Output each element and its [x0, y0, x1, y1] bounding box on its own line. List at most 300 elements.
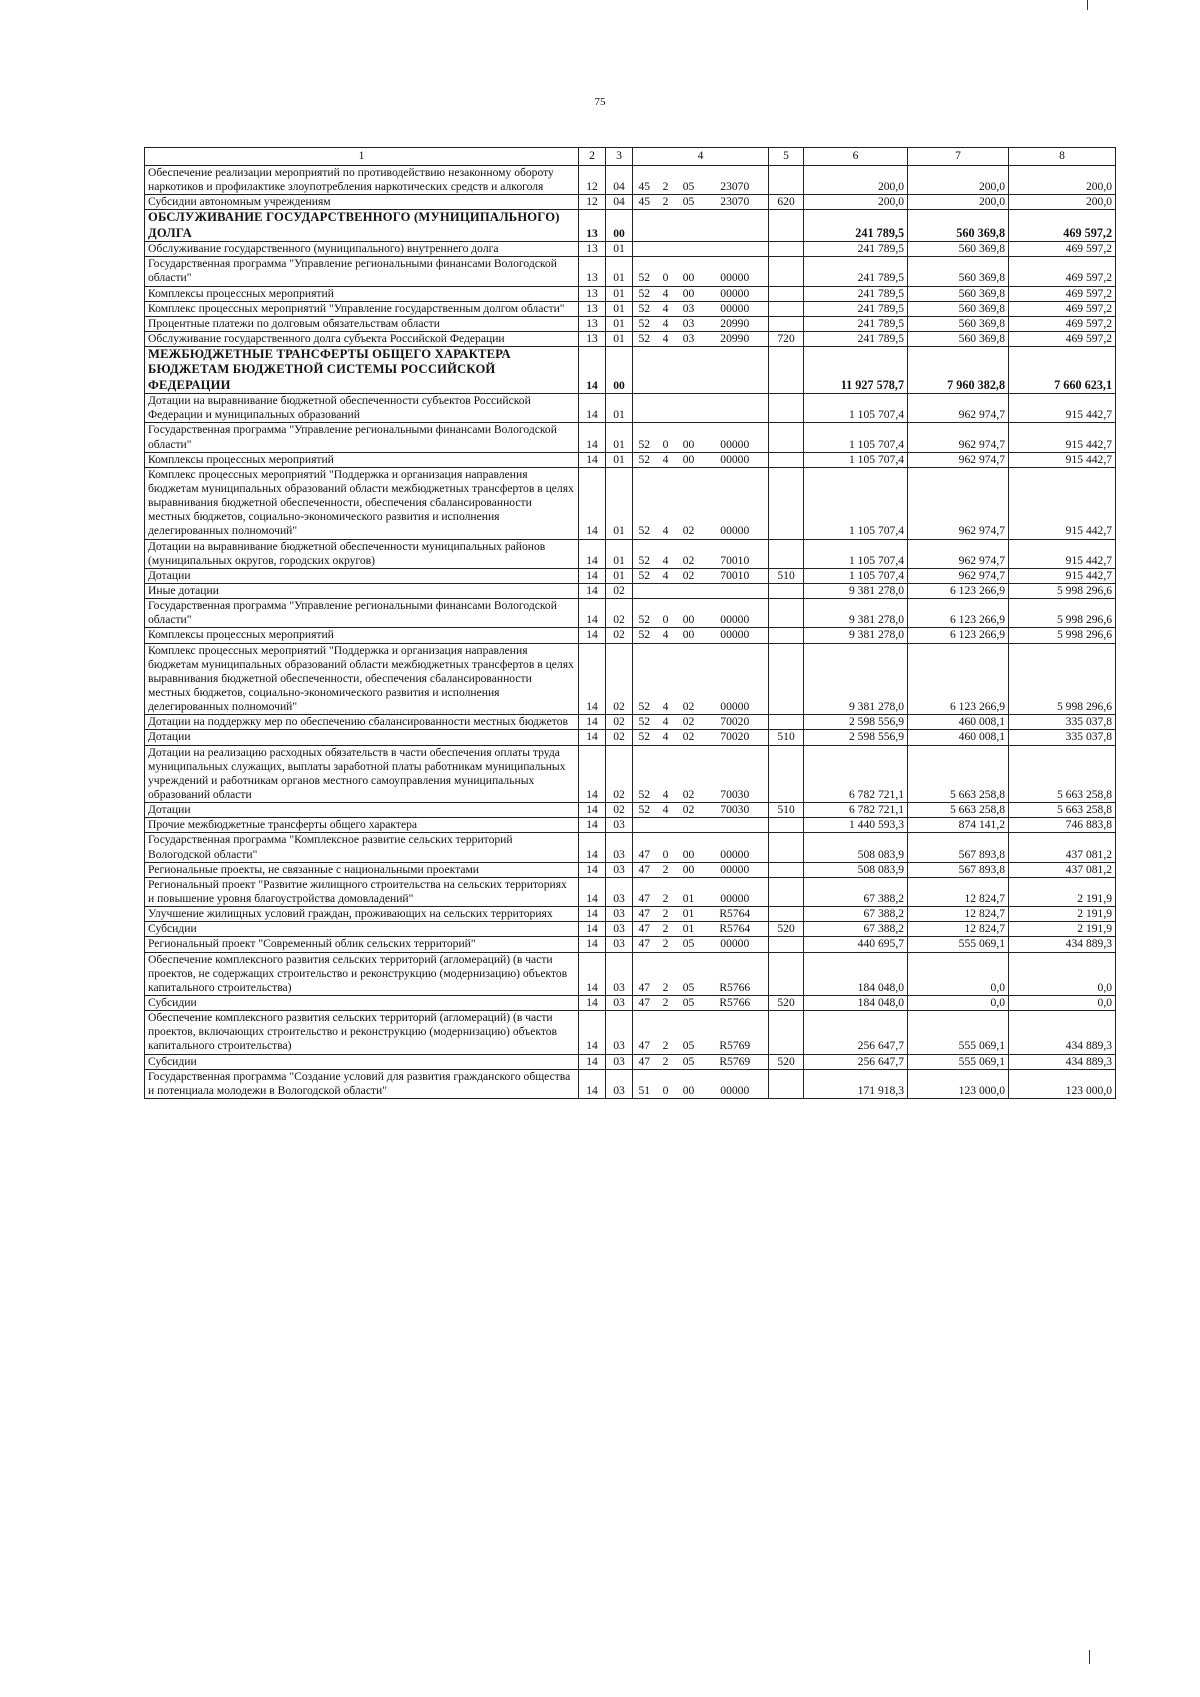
- table-header-row: [145, 148, 1116, 166]
- row-value-col-7: 6 123 266,9: [908, 628, 1009, 643]
- row-value-col-8: 915 442,7: [1009, 423, 1116, 452]
- row-value-col-8: 5 998 296,6: [1009, 628, 1116, 643]
- row-value-col-7: 0,0: [908, 995, 1009, 1010]
- row-program-code: [633, 584, 656, 599]
- row-section-code: 14: [579, 952, 606, 995]
- row-value-col-8: 469 597,2: [1009, 316, 1116, 331]
- row-direction-code: [702, 210, 769, 242]
- header-col-3: 3: [606, 148, 633, 166]
- row-event-code: 03: [676, 331, 702, 346]
- row-subprogram-code: 4: [656, 628, 676, 643]
- row-value-col-7: 6 123 266,9: [908, 643, 1009, 715]
- row-subprogram-code: 2: [656, 937, 676, 952]
- row-program-code: 52: [633, 803, 656, 818]
- row-subprogram-code: 4: [656, 286, 676, 301]
- row-value-col-6: 241 789,5: [804, 210, 908, 242]
- row-program-code: 52: [633, 286, 656, 301]
- row-direction-code: 00000: [702, 599, 769, 628]
- row-direction-code: 70020: [702, 715, 769, 730]
- row-expense-type-code: [769, 316, 804, 331]
- row-subsection-code: 04: [606, 195, 633, 210]
- row-subprogram-code: 2: [656, 877, 676, 906]
- row-program-code: 52: [633, 715, 656, 730]
- table-row: [145, 257, 1116, 286]
- row-event-code: [676, 584, 702, 599]
- row-expense-type-code: [769, 937, 804, 952]
- row-value-col-7: 962 974,7: [908, 452, 1009, 467]
- row-section-code: 12: [579, 166, 606, 195]
- row-value-col-7: 200,0: [908, 195, 1009, 210]
- row-expense-type-code: [769, 394, 804, 423]
- row-value-col-6: 1 105 707,4: [804, 568, 908, 583]
- row-subsection-code: 02: [606, 643, 633, 715]
- row-subprogram-code: 2: [656, 166, 676, 195]
- row-program-code: 52: [633, 257, 656, 286]
- row-program-code: 45: [633, 195, 656, 210]
- row-section-code: 13: [579, 257, 606, 286]
- row-section-code: 14: [579, 643, 606, 715]
- row-section-code: 12: [579, 195, 606, 210]
- row-event-code: 02: [676, 568, 702, 583]
- row-expense-type-code: [769, 347, 804, 394]
- row-expense-type-code: [769, 301, 804, 316]
- row-direction-code: 00000: [702, 467, 769, 539]
- row-value-col-8: 437 081,2: [1009, 862, 1116, 877]
- row-value-col-7: 12 824,7: [908, 907, 1009, 922]
- row-expense-type-code: [769, 1069, 804, 1098]
- row-event-code: 00: [676, 286, 702, 301]
- table-row: [145, 952, 1116, 995]
- row-subsection-code: 03: [606, 1054, 633, 1069]
- row-subprogram-code: 4: [656, 467, 676, 539]
- row-subsection-code: 03: [606, 833, 633, 862]
- table-row: [145, 643, 1116, 715]
- row-value-col-6: 184 048,0: [804, 952, 908, 995]
- row-value-col-8: 437 081,2: [1009, 833, 1116, 862]
- table-row: [145, 584, 1116, 599]
- row-value-col-8: 2 191,9: [1009, 877, 1116, 906]
- row-expense-type-code: 510: [769, 730, 804, 745]
- row-section-code: 13: [579, 316, 606, 331]
- row-event-code: 00: [676, 452, 702, 467]
- row-subsection-code: 03: [606, 952, 633, 995]
- row-expense-type-code: [769, 1011, 804, 1054]
- row-value-col-8: 469 597,2: [1009, 242, 1116, 257]
- row-subprogram-code: 0: [656, 599, 676, 628]
- row-value-col-7: 560 369,8: [908, 210, 1009, 242]
- row-value-col-7: 567 893,8: [908, 833, 1009, 862]
- row-subsection-code: 03: [606, 995, 633, 1010]
- row-name-cell: Дотации на выравнивание бюджетной обеспеченности муниципальных районов (муниципальных округов, городских округов): [145, 539, 579, 568]
- table-row: [145, 937, 1116, 952]
- row-section-code: 14: [579, 584, 606, 599]
- row-event-code: [676, 242, 702, 257]
- row-value-col-6: 200,0: [804, 195, 908, 210]
- row-subsection-code: 04: [606, 166, 633, 195]
- row-direction-code: 00000: [702, 937, 769, 952]
- row-direction-code: 00000: [702, 257, 769, 286]
- row-value-col-8: 469 597,2: [1009, 257, 1116, 286]
- row-value-col-7: 555 069,1: [908, 1054, 1009, 1069]
- table-row: [145, 301, 1116, 316]
- row-subprogram-code: 0: [656, 833, 676, 862]
- row-value-col-7: 12 824,7: [908, 877, 1009, 906]
- row-section-code: 13: [579, 331, 606, 346]
- table-row: [145, 1054, 1116, 1069]
- row-section-code: 14: [579, 922, 606, 937]
- row-value-col-8: 469 597,2: [1009, 301, 1116, 316]
- table-row: [145, 1069, 1116, 1098]
- row-name-cell: Комплекс процессных мероприятий "Поддержка и организация направления бюджетам муниципальных образований области межбюджетных трансфертов в целях выравнивания бюджетной обеспеченности, обеспечения сбалансированности местных бюджетов, социально-экономического развития и исполнения делегированных полномочий": [145, 467, 579, 539]
- row-subprogram-code: 0: [656, 1069, 676, 1098]
- row-direction-code: 23070: [702, 195, 769, 210]
- row-subprogram-code: [656, 210, 676, 242]
- row-name-cell: Государственная программа "Комплексное развитие сельских территорий Вологодской области": [145, 833, 579, 862]
- table-row: [145, 423, 1116, 452]
- row-direction-code: 20990: [702, 316, 769, 331]
- row-value-col-6: 1 105 707,4: [804, 539, 908, 568]
- row-value-col-6: 1 105 707,4: [804, 452, 908, 467]
- row-event-code: [676, 818, 702, 833]
- row-expense-type-code: [769, 599, 804, 628]
- row-program-code: 51: [633, 1069, 656, 1098]
- row-event-code: 03: [676, 301, 702, 316]
- row-value-col-6: 200,0: [804, 166, 908, 195]
- row-section-code: 14: [579, 818, 606, 833]
- row-value-col-6: 508 083,9: [804, 862, 908, 877]
- row-name-cell: Комплекс процессных мероприятий "Поддержка и организация направления бюджетам муниципальных образований области межбюджетных трансфертов в целях выравнивания бюджетной обеспеченности, обеспечения сбалансированности местных бюджетов, социально-экономического развития и исполнения делегированных полномочий": [145, 643, 579, 715]
- row-value-col-7: 567 893,8: [908, 862, 1009, 877]
- row-value-col-8: 2 191,9: [1009, 922, 1116, 937]
- row-name-cell: Комплексы процессных мероприятий: [145, 452, 579, 467]
- row-expense-type-code: 510: [769, 568, 804, 583]
- row-section-code: 14: [579, 467, 606, 539]
- row-subprogram-code: 2: [656, 995, 676, 1010]
- row-name-cell: Улучшение жилищных условий граждан, проживающих на сельских территориях: [145, 907, 579, 922]
- row-value-col-7: 200,0: [908, 166, 1009, 195]
- row-event-code: 02: [676, 467, 702, 539]
- row-event-code: 00: [676, 1069, 702, 1098]
- row-direction-code: [702, 347, 769, 394]
- row-subsection-code: 01: [606, 331, 633, 346]
- row-value-col-8: 469 597,2: [1009, 210, 1116, 242]
- row-subsection-code: 02: [606, 599, 633, 628]
- row-event-code: 05: [676, 937, 702, 952]
- row-value-col-7: 874 141,2: [908, 818, 1009, 833]
- row-event-code: 00: [676, 833, 702, 862]
- row-value-col-6: 9 381 278,0: [804, 628, 908, 643]
- row-subprogram-code: 4: [656, 301, 676, 316]
- row-subprogram-code: 4: [656, 539, 676, 568]
- row-subprogram-code: 4: [656, 331, 676, 346]
- row-value-col-7: 962 974,7: [908, 467, 1009, 539]
- row-direction-code: 00000: [702, 423, 769, 452]
- row-direction-code: R5764: [702, 922, 769, 937]
- row-value-col-6: 256 647,7: [804, 1054, 908, 1069]
- row-expense-type-code: 520: [769, 922, 804, 937]
- table-row: [145, 210, 1116, 242]
- row-subsection-code: 03: [606, 877, 633, 906]
- row-name-cell: Комплекс процессных мероприятий "Управление государственным долгом области": [145, 301, 579, 316]
- row-value-col-6: 171 918,3: [804, 1069, 908, 1098]
- row-event-code: 00: [676, 599, 702, 628]
- row-subprogram-code: 2: [656, 1054, 676, 1069]
- row-direction-code: 20990: [702, 331, 769, 346]
- row-name-cell: Обеспечение реализации мероприятий по противодействию незаконному обороту наркотиков и профилактике злоупотребления наркотических средств и алкоголя: [145, 166, 579, 195]
- row-subsection-code: 01: [606, 539, 633, 568]
- row-name-cell: Прочие межбюджетные трансферты общего характера: [145, 818, 579, 833]
- row-value-col-7: 560 369,8: [908, 286, 1009, 301]
- row-subsection-code: 03: [606, 907, 633, 922]
- table-row: [145, 347, 1116, 394]
- row-subprogram-code: 4: [656, 745, 676, 803]
- row-name-cell: Субсидии: [145, 1054, 579, 1069]
- row-event-code: 05: [676, 952, 702, 995]
- row-event-code: [676, 210, 702, 242]
- row-subsection-code: 01: [606, 257, 633, 286]
- row-value-col-8: 0,0: [1009, 952, 1116, 995]
- row-program-code: 52: [633, 599, 656, 628]
- row-value-col-6: 241 789,5: [804, 257, 908, 286]
- row-value-col-8: 434 889,3: [1009, 1011, 1116, 1054]
- row-event-code: 02: [676, 643, 702, 715]
- row-value-col-6: 184 048,0: [804, 995, 908, 1010]
- row-expense-type-code: [769, 584, 804, 599]
- row-section-code: 14: [579, 730, 606, 745]
- table-row: [145, 922, 1116, 937]
- row-value-col-6: 9 381 278,0: [804, 584, 908, 599]
- row-value-col-8: 469 597,2: [1009, 286, 1116, 301]
- row-event-code: 01: [676, 907, 702, 922]
- row-program-code: 47: [633, 952, 656, 995]
- table-row: [145, 539, 1116, 568]
- row-section-code: 13: [579, 301, 606, 316]
- row-value-col-7: 560 369,8: [908, 331, 1009, 346]
- row-event-code: 00: [676, 862, 702, 877]
- row-program-code: [633, 818, 656, 833]
- table-row: [145, 818, 1116, 833]
- row-section-code: 14: [579, 833, 606, 862]
- row-section-code: 14: [579, 1011, 606, 1054]
- row-direction-code: 00000: [702, 628, 769, 643]
- row-name-cell: Государственная программа "Создание условий для развития гражданского общества и потенциала молодежи в Вологодской области": [145, 1069, 579, 1098]
- row-value-col-8: 335 037,8: [1009, 730, 1116, 745]
- row-section-code: 14: [579, 568, 606, 583]
- row-program-code: 52: [633, 316, 656, 331]
- row-subsection-code: 03: [606, 1011, 633, 1054]
- header-col-4: 4: [633, 148, 769, 166]
- row-direction-code: 70030: [702, 745, 769, 803]
- row-name-cell: Дотации на выравнивание бюджетной обеспеченности субъектов Российской Федерации и муниципальных образований: [145, 394, 579, 423]
- row-expense-type-code: [769, 286, 804, 301]
- row-value-col-7: 560 369,8: [908, 301, 1009, 316]
- row-section-code: 14: [579, 1054, 606, 1069]
- row-subsection-code: 03: [606, 922, 633, 937]
- row-direction-code: [702, 818, 769, 833]
- row-value-col-7: 123 000,0: [908, 1069, 1009, 1098]
- row-name-cell: Иные дотации: [145, 584, 579, 599]
- row-direction-code: 00000: [702, 452, 769, 467]
- row-subprogram-code: 2: [656, 1011, 676, 1054]
- row-value-col-8: 5 663 258,8: [1009, 803, 1116, 818]
- row-program-code: 52: [633, 331, 656, 346]
- row-name-cell: Обслуживание государственного долга субъекта Российской Федерации: [145, 331, 579, 346]
- row-value-col-8: 915 442,7: [1009, 467, 1116, 539]
- row-program-code: 47: [633, 833, 656, 862]
- row-value-col-8: 915 442,7: [1009, 394, 1116, 423]
- row-event-code: 05: [676, 995, 702, 1010]
- table-row: [145, 862, 1116, 877]
- row-value-col-6: 11 927 578,7: [804, 347, 908, 394]
- row-direction-code: [702, 394, 769, 423]
- row-expense-type-code: 720: [769, 331, 804, 346]
- header-col-1: 1: [145, 148, 579, 166]
- row-expense-type-code: [769, 715, 804, 730]
- row-value-col-8: 7 660 623,1: [1009, 347, 1116, 394]
- row-subprogram-code: [656, 242, 676, 257]
- row-value-col-7: 6 123 266,9: [908, 584, 1009, 599]
- row-section-code: 14: [579, 862, 606, 877]
- row-section-code: 14: [579, 452, 606, 467]
- row-value-col-6: 67 388,2: [804, 922, 908, 937]
- row-subsection-code: 02: [606, 745, 633, 803]
- header-col-8: 8: [1009, 148, 1116, 166]
- row-expense-type-code: [769, 952, 804, 995]
- header-col-5: 5: [769, 148, 804, 166]
- row-event-code: 02: [676, 715, 702, 730]
- row-event-code: 05: [676, 1054, 702, 1069]
- table-row: [145, 628, 1116, 643]
- row-program-code: 52: [633, 745, 656, 803]
- table-row: [145, 877, 1116, 906]
- row-direction-code: R5769: [702, 1011, 769, 1054]
- row-value-col-8: 5 998 296,6: [1009, 584, 1116, 599]
- row-program-code: [633, 394, 656, 423]
- row-program-code: 47: [633, 937, 656, 952]
- row-direction-code: R5769: [702, 1054, 769, 1069]
- row-name-cell: Региональный проект "Современный облик сельских территорий": [145, 937, 579, 952]
- row-expense-type-code: [769, 467, 804, 539]
- row-value-col-6: 2 598 556,9: [804, 730, 908, 745]
- table-row: [145, 833, 1116, 862]
- row-event-code: 05: [676, 166, 702, 195]
- row-section-code: 14: [579, 1069, 606, 1098]
- header-col-2: 2: [579, 148, 606, 166]
- row-section-code: 14: [579, 394, 606, 423]
- row-event-code: 05: [676, 1011, 702, 1054]
- row-value-col-8: 123 000,0: [1009, 1069, 1116, 1098]
- row-event-code: 03: [676, 316, 702, 331]
- row-program-code: 47: [633, 877, 656, 906]
- row-program-code: 47: [633, 995, 656, 1010]
- row-value-col-8: 5 998 296,6: [1009, 643, 1116, 715]
- row-name-cell: Обслуживание государственного (муниципального) внутреннего долга: [145, 242, 579, 257]
- row-value-col-6: 9 381 278,0: [804, 599, 908, 628]
- row-subsection-code: 01: [606, 316, 633, 331]
- row-subprogram-code: 4: [656, 316, 676, 331]
- row-value-col-7: 460 008,1: [908, 715, 1009, 730]
- row-value-col-6: 6 782 721,1: [804, 803, 908, 818]
- row-section-code: 14: [579, 628, 606, 643]
- table-row: [145, 1011, 1116, 1054]
- row-subsection-code: 01: [606, 467, 633, 539]
- row-subsection-code: 02: [606, 730, 633, 745]
- row-program-code: [633, 347, 656, 394]
- table-row: [145, 995, 1116, 1010]
- table-row: [145, 599, 1116, 628]
- row-subsection-code: 03: [606, 1069, 633, 1098]
- row-direction-code: 70010: [702, 539, 769, 568]
- row-event-code: 05: [676, 195, 702, 210]
- row-expense-type-code: [769, 833, 804, 862]
- row-program-code: 52: [633, 452, 656, 467]
- row-section-code: 13: [579, 286, 606, 301]
- row-value-col-6: 67 388,2: [804, 907, 908, 922]
- row-value-col-7: 962 974,7: [908, 394, 1009, 423]
- row-direction-code: 00000: [702, 862, 769, 877]
- row-subprogram-code: 2: [656, 195, 676, 210]
- scan-corner-mark: [1089, 1650, 1090, 1664]
- row-value-col-8: 200,0: [1009, 166, 1116, 195]
- row-direction-code: 00000: [702, 877, 769, 906]
- row-value-col-6: 241 789,5: [804, 331, 908, 346]
- row-name-cell: Обеспечение комплексного развития сельских территорий (агломераций) (в части проектов, не содержащих строительство и реконструкцию (модернизацию) объектов капитального строительства): [145, 952, 579, 995]
- row-expense-type-code: [769, 452, 804, 467]
- row-expense-type-code: 510: [769, 803, 804, 818]
- row-name-cell: Комплексы процессных мероприятий: [145, 286, 579, 301]
- row-value-col-6: 67 388,2: [804, 877, 908, 906]
- budget-table: [144, 147, 1116, 1099]
- row-direction-code: 70010: [702, 568, 769, 583]
- table-row: [145, 803, 1116, 818]
- scan-edge-mark: [1087, 0, 1088, 10]
- row-value-col-8: 746 883,8: [1009, 818, 1116, 833]
- row-event-code: 02: [676, 803, 702, 818]
- row-event-code: [676, 347, 702, 394]
- row-section-code: 14: [579, 877, 606, 906]
- row-value-col-6: 9 381 278,0: [804, 643, 908, 715]
- row-expense-type-code: 620: [769, 195, 804, 210]
- row-section-code: 14: [579, 715, 606, 730]
- row-name-cell: Субсидии автономным учреждениям: [145, 195, 579, 210]
- row-value-col-6: 256 647,7: [804, 1011, 908, 1054]
- row-value-col-8: 200,0: [1009, 195, 1116, 210]
- row-section-code: 14: [579, 347, 606, 394]
- row-expense-type-code: [769, 643, 804, 715]
- row-section-code: 14: [579, 937, 606, 952]
- row-name-cell: МЕЖБЮДЖЕТНЫЕ ТРАНСФЕРТЫ ОБЩЕГО ХАРАКТЕРА БЮДЖЕТАМ БЮДЖЕТНОЙ СИСТЕМЫ РОССИЙСКОЙ ФЕДЕРАЦИИ: [145, 347, 579, 394]
- row-section-code: 13: [579, 242, 606, 257]
- row-section-code: 14: [579, 907, 606, 922]
- row-program-code: 52: [633, 467, 656, 539]
- row-subsection-code: 02: [606, 584, 633, 599]
- row-value-col-7: 12 824,7: [908, 922, 1009, 937]
- row-section-code: 14: [579, 995, 606, 1010]
- row-subsection-code: 03: [606, 862, 633, 877]
- row-subprogram-code: [656, 818, 676, 833]
- row-expense-type-code: [769, 210, 804, 242]
- row-expense-type-code: [769, 907, 804, 922]
- row-direction-code: 70030: [702, 803, 769, 818]
- row-value-col-7: 0,0: [908, 952, 1009, 995]
- table-row: [145, 745, 1116, 803]
- row-name-cell: Региональные проекты, не связанные с национальными проектами: [145, 862, 579, 877]
- row-name-cell: Субсидии: [145, 922, 579, 937]
- row-expense-type-code: [769, 628, 804, 643]
- row-value-col-7: 5 663 258,8: [908, 803, 1009, 818]
- row-value-col-6: 241 789,5: [804, 286, 908, 301]
- row-expense-type-code: 520: [769, 995, 804, 1010]
